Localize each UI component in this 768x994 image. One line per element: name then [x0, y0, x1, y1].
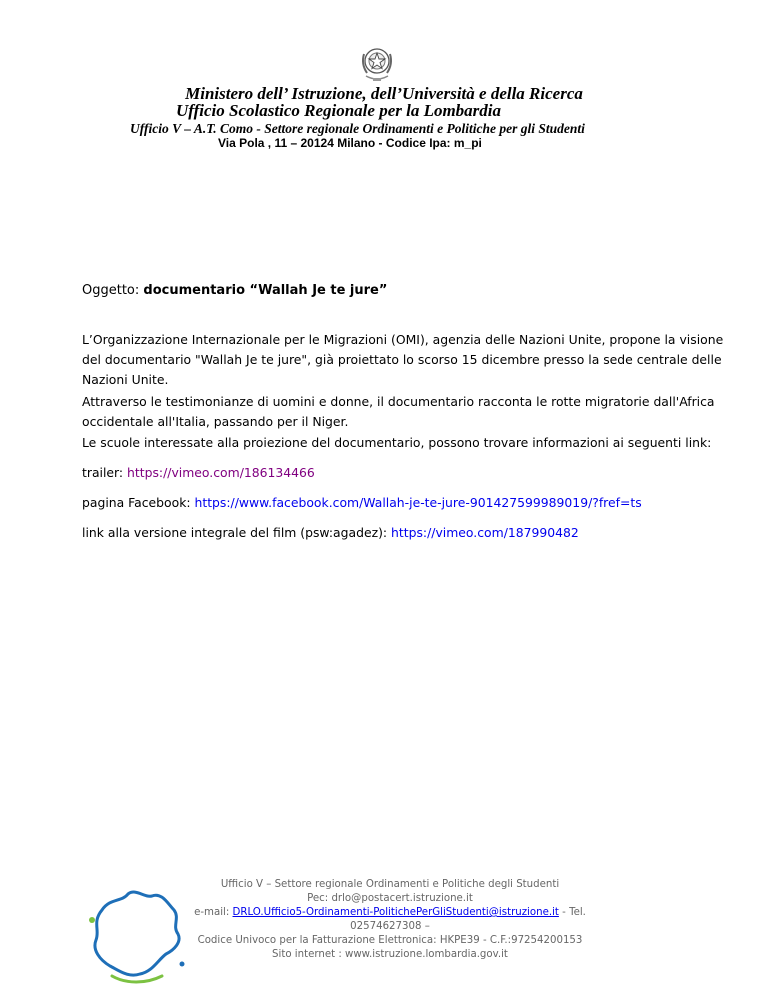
footer-phone: - Tel. 02574627308 –	[350, 907, 586, 932]
full-film-link-line	[82, 523, 579, 543]
paragraph-testimonies	[82, 392, 715, 432]
office-title: Ufficio Scolastico Regionale per la Lombardia	[176, 101, 502, 120]
subject-line	[82, 283, 387, 298]
ministry-title: Ministero dell’ Istruzione, dell’Università e della Ricerca	[185, 84, 583, 103]
footer-email-link[interactable]: DRLO.Ufficio5-Ordinamenti-PolitichePerGliStudenti@istruzione.it	[232, 907, 559, 918]
paragraph-line: Nazioni Unite.	[82, 372, 169, 387]
subject-label: Oggetto:	[82, 283, 140, 298]
full-film-link[interactable]: https://vimeo.com/187990482	[391, 525, 579, 540]
paragraph-line: del documentario "Wallah Je te jure", già proiettato lo scorso 15 dicembre presso la sede centrale delle	[82, 352, 722, 367]
footer-office: Ufficio V – Settore regionale Ordinamenti e Politiche degli Studenti	[220, 879, 560, 890]
office-address: Via Pola , 11 – 20124 Milano - Codice Ipa: m_pi	[218, 136, 482, 150]
trailer-label: trailer:	[82, 465, 128, 480]
facebook-link[interactable]: https://www.facebook.com/Wallah-je-te-jure-901427599989019/?fref=ts	[194, 495, 642, 510]
subject-title: documentario “Wallah Je te jure”	[143, 283, 388, 298]
footer-email-label: e-mail:	[194, 907, 233, 918]
facebook-label: pagina Facebook:	[82, 495, 195, 510]
footer-website: Sito internet : www.istruzione.lombardia.gov.it	[272, 949, 508, 960]
footer	[160, 878, 620, 962]
paragraph-intro	[82, 330, 723, 390]
full-film-label: link alla versione integrale del film (psw:agadez):	[82, 525, 392, 540]
paragraph-line: Attraverso le testimonianze di uomini e donne, il documentario racconta le rotte migratorie dall'Africa	[82, 394, 715, 409]
republic-emblem-icon	[358, 40, 396, 86]
facebook-link-line	[82, 493, 642, 513]
sub-office-title: Ufficio V – A.T. Como - Settore regionale Ordinamenti e Politiche per gli Studenti	[130, 121, 585, 136]
footer-pec: Pec: drlo@postacert.istruzione.it	[307, 893, 473, 904]
paragraph-schools: Le scuole interessate alla proiezione del documentario, possono trovare informazioni ai seguenti link:	[82, 435, 712, 450]
paragraph-line: L’Organizzazione Internazionale per le Migrazioni (OMI), agenzia delle Nazioni Unite, propone la visione	[82, 332, 724, 347]
trailer-link-line	[82, 463, 315, 483]
trailer-link[interactable]: https://vimeo.com/186134466	[127, 465, 315, 480]
footer-contact	[160, 906, 620, 934]
footer-billing-code: Codice Univoco per la Fatturazione Elettronica: HKPE39 - C.F.:97254200153	[197, 935, 583, 946]
paragraph-line: occidentale all'Italia, passando per il Niger.	[82, 414, 349, 429]
